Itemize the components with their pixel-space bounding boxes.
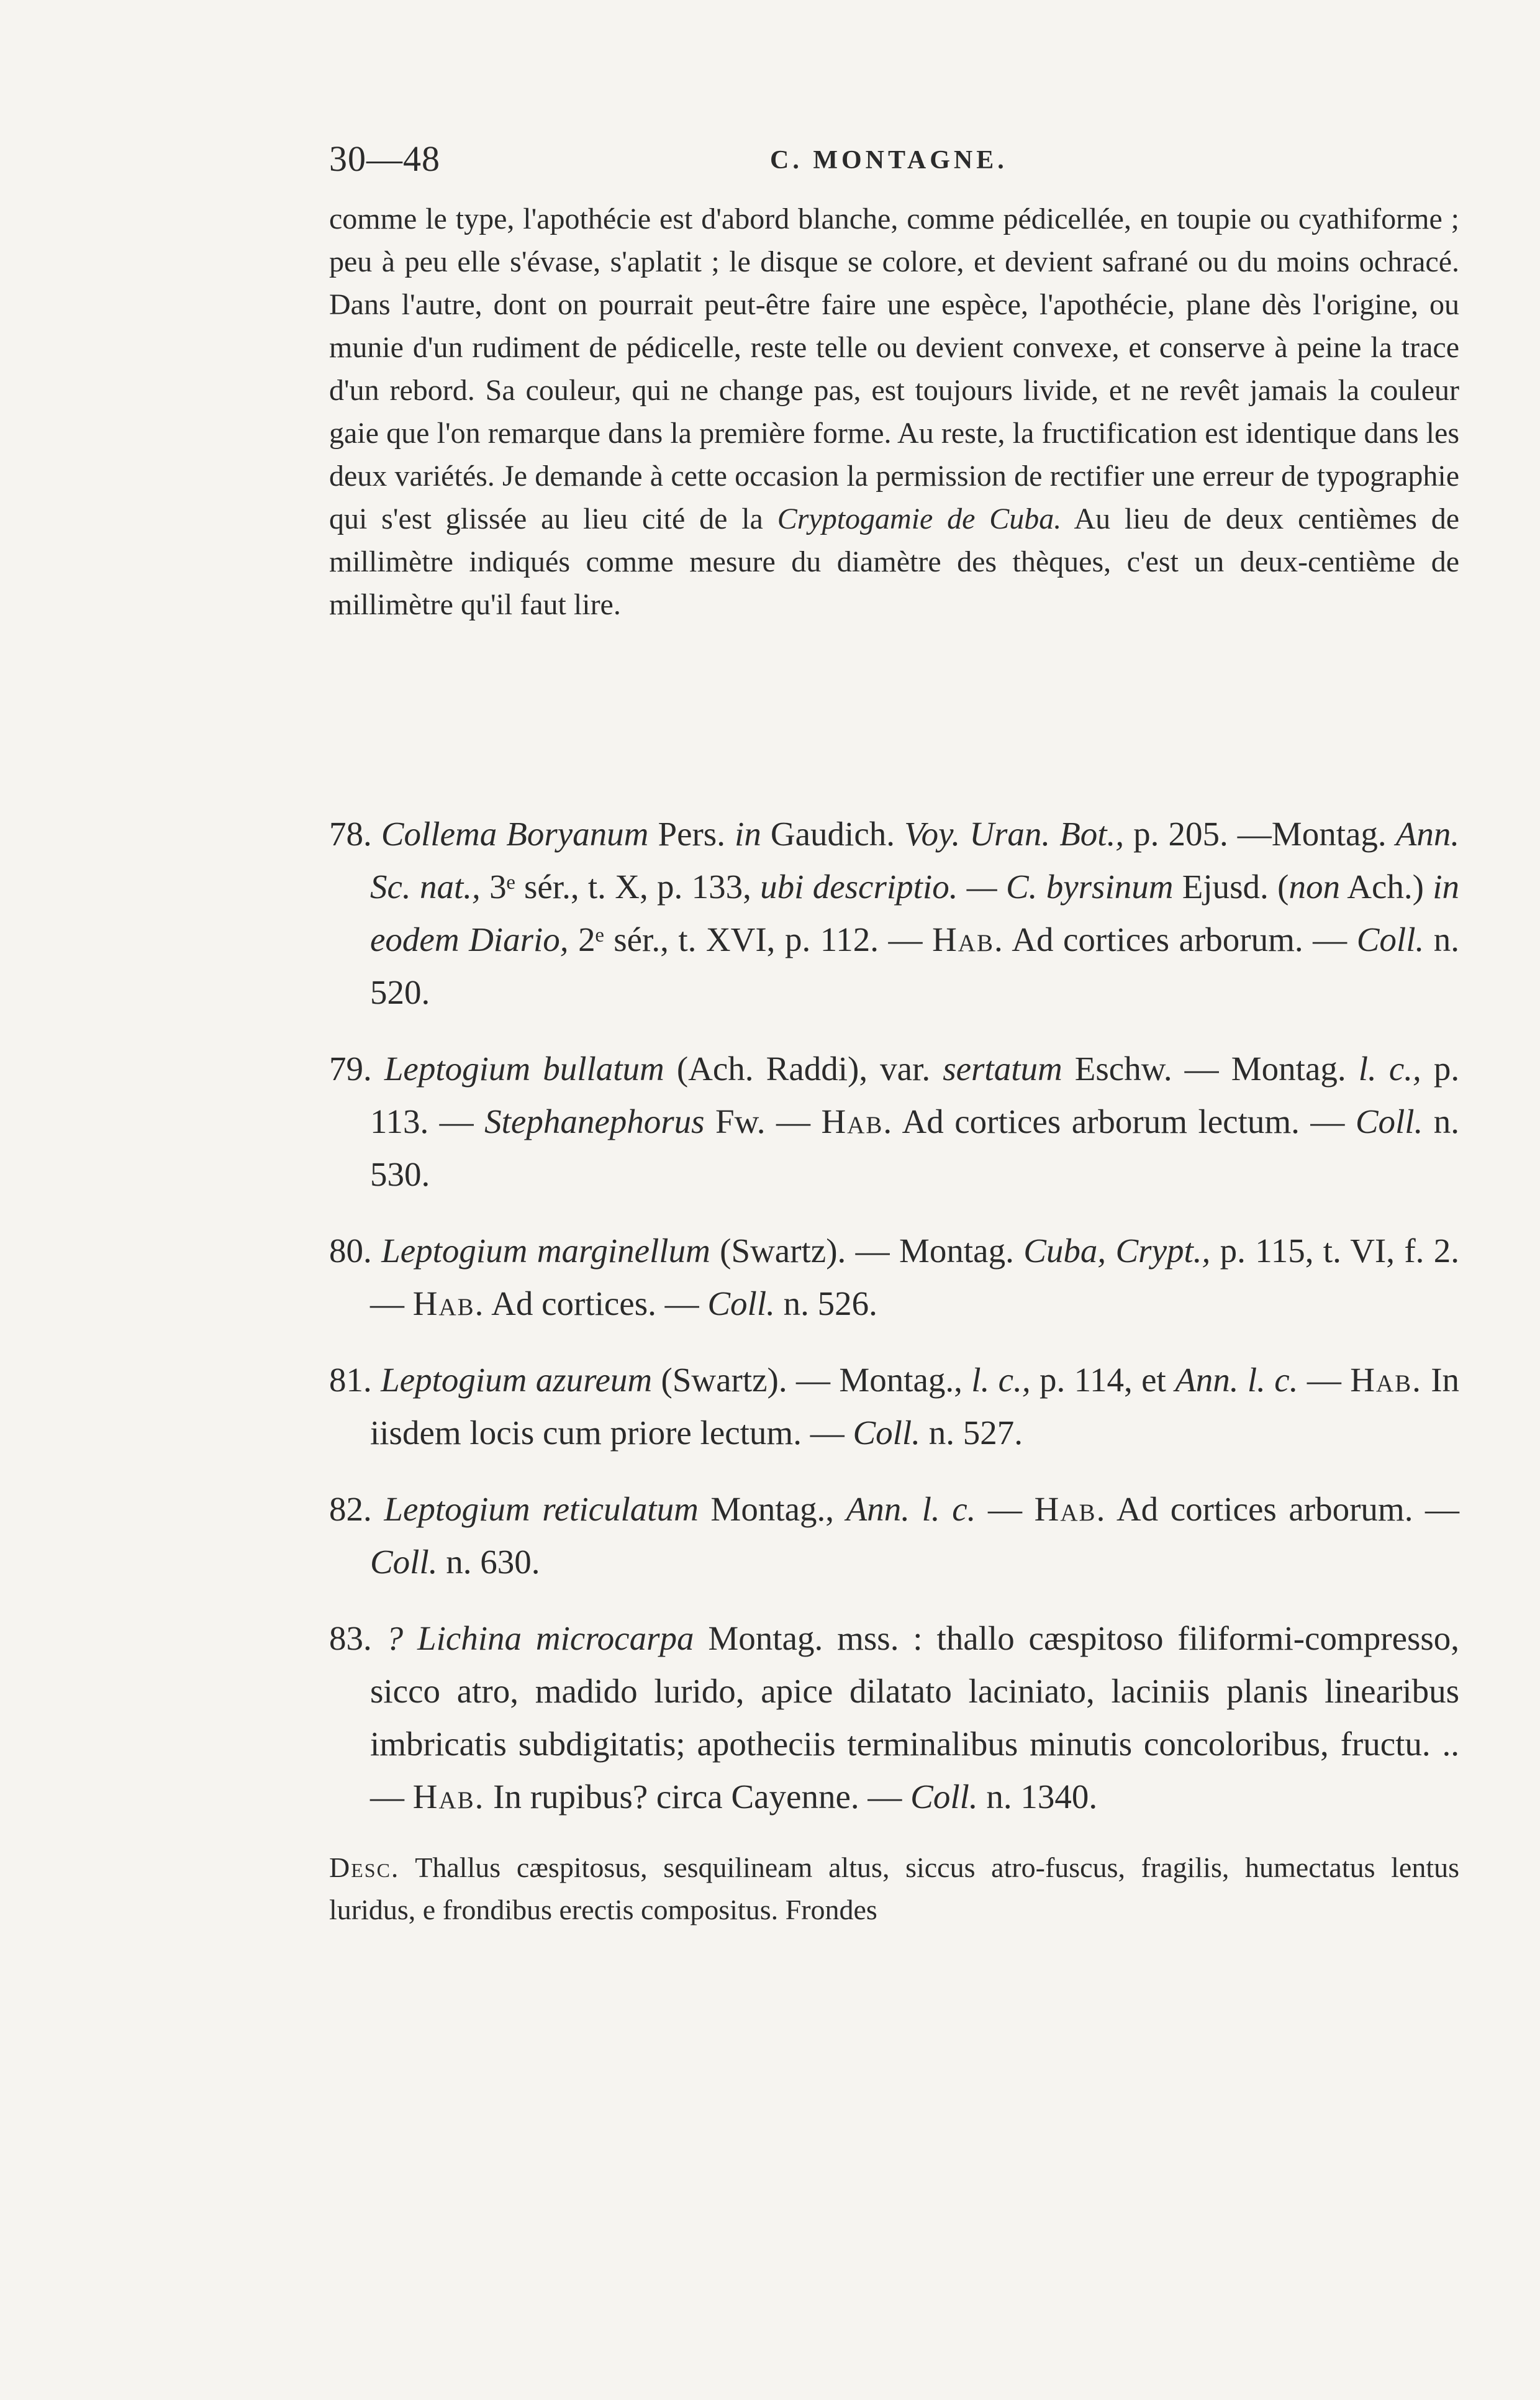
species-entry-81: 81. Leptogium azureum (Swartz). — Montag., l. c., p. 114, et Ann. l. c. — Hab. In iisdem locis cum priore lectum. — Coll. n. 527. <box>329 1361 1460 1452</box>
species-entry-78: 78. Collema Boryanum Pers. in Gaudich. Voy. Uran. Bot., p. 205. —Montag. Ann. Sc. nat., 3ᵉ sér., t. X, p. 133, ubi descriptio. — C. byrsinum Ejusd. (non Ach.) in eodem Diario, 2ᵉ sér., t. XVI, p. 112. — Hab. Ad cortices arborum. — Coll. n. 520. <box>329 815 1460 1011</box>
description-paragraph <box>329 1847 1459 1931</box>
running-head: C. MONTAGNE. <box>770 146 1008 175</box>
species-entry-83: 83. ? Lichina microcarpa Montag. mss. : thallo cæspitoso filiformi-compresso, sicco atro, madido lurido, apice dilatato laciniato, laciniis planis linearibus imbricatis subdigitatis; apotheciis terminalibus minutis concoloribus, fructu. .. — Hab. In rupibus? circa Cayenne. — Coll. n. 1340. <box>329 1619 1460 1816</box>
desc-label: Desc. <box>329 1852 400 1883</box>
species-list <box>329 807 1459 1960</box>
page-header <box>329 138 1459 181</box>
species-entry-80: 80. Leptogium marginellum (Swartz). — Montag. Cuba, Crypt., p. 115, t. VI, f. 2. — Hab. Ad cortices. — Coll. n. 526. <box>329 1232 1460 1322</box>
desc-text: Thallus cæspitosus, sesquilineam altus, siccus atro-fuscus, fragilis, humectatus lentus luridus, e frondibus erectis compositus. Frondes <box>329 1852 1460 1925</box>
page-number: 30—48 <box>329 139 440 179</box>
species-entry-79: 79. Leptogium bullatum (Ach. Raddi), var. sertatum Eschw. — Montag. l. c., p. 113. — Stephanephorus Fw. — Hab. Ad cortices arborum lectum. — Coll. n. 530. <box>329 1050 1460 1193</box>
species-entry-82: 82. Leptogium reticulatum Montag., Ann. l. c. — Hab. Ad cortices arborum. — Coll. n. 630. <box>329 1490 1460 1581</box>
intro-paragraph: comme le type, l'apothécie est d'abord blanche, comme pédicellée, en toupie ou cyathiforme ; peu à peu elle s'évase, s'aplatit ; le disque se colore, et devient safrané ou du moins ochracé. Dans l'autre, dont on pourrait peut-être faire une espèce, l'apothécie, plane dès l'origine, ou munie d'un rudiment de pédicelle, reste telle ou devient convexe, et conserve à peine la trace d'un rebord. Sa couleur, qui ne change pas, est toujours livide, et ne revêt jamais la couleur gaie que l'on remarque dans la première forme. Au reste, la fructification est identique dans les deux variétés. Je demande à cette occasion la permission de rectifier une erreur de typographie qui s'est glissée au lieu cité de la Cryptogamie de Cuba. Au lieu de deux centièmes de millimètre indiqués comme mesure du diamètre des thèques, c'est un deux-centième de millimètre qu'il faut lire. <box>329 202 1459 621</box>
